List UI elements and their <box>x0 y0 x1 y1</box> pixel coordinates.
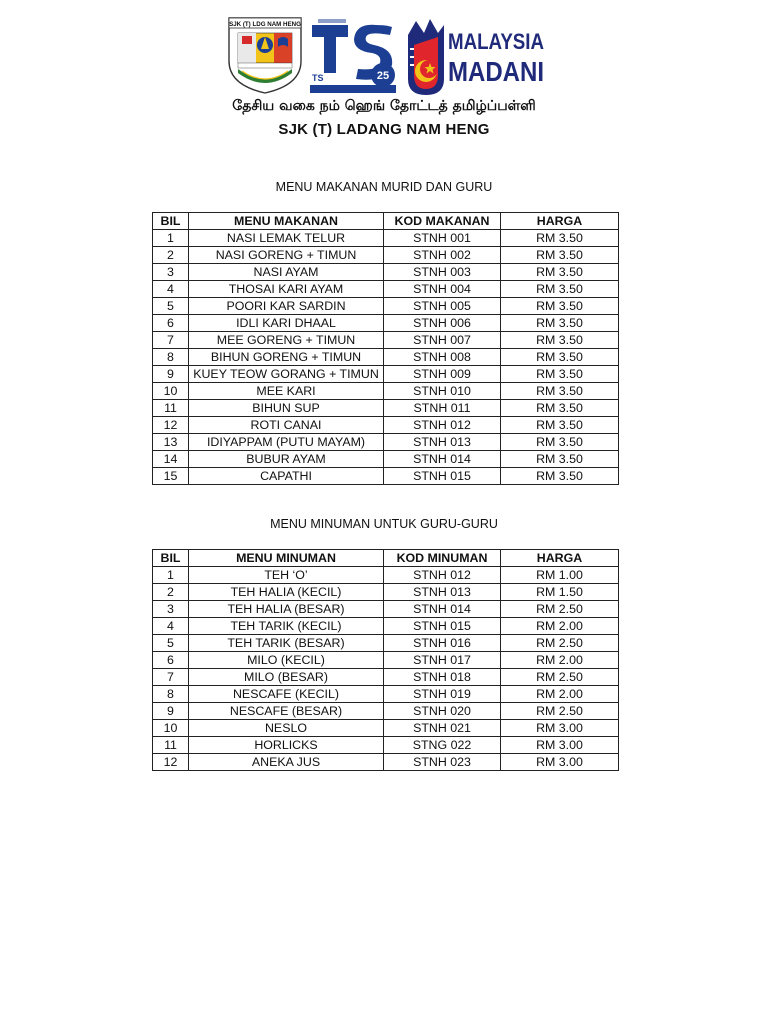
table-row <box>153 468 619 485</box>
table-row <box>153 567 619 584</box>
food-menu-rows <box>153 230 619 485</box>
svg-text:MALAYSIA: MALAYSIA <box>448 29 545 54</box>
cell-menu: HORLICKS <box>189 737 384 754</box>
cell-menu: TEH HALIA (KECIL) <box>189 584 384 601</box>
table-row <box>153 383 619 400</box>
cell-harga: RM 3.50 <box>501 366 619 383</box>
cell-bil: 5 <box>153 298 189 315</box>
table-row <box>153 247 619 264</box>
table-row <box>153 601 619 618</box>
cell-bil: 4 <box>153 618 189 635</box>
cell-bil: 11 <box>153 737 189 754</box>
cell-menu: THOSAI KARI AYAM <box>189 281 384 298</box>
cell-menu: BIHUN SUP <box>189 400 384 417</box>
cell-menu: NASI LEMAK TELUR <box>189 230 384 247</box>
cell-harga: RM 3.50 <box>501 434 619 451</box>
cell-bil: 10 <box>153 720 189 737</box>
cell-bil: 7 <box>153 669 189 686</box>
table-row <box>153 737 619 754</box>
cell-bil: 3 <box>153 601 189 618</box>
cell-kod: STNH 017 <box>384 652 501 669</box>
table-row <box>153 349 619 366</box>
cell-harga: RM 3.00 <box>501 720 619 737</box>
cell-bil: 12 <box>153 417 189 434</box>
cell-harga: RM 3.50 <box>501 349 619 366</box>
cell-kod: STNH 013 <box>384 434 501 451</box>
school-crest-logo <box>226 15 304 95</box>
cell-bil: 9 <box>153 366 189 383</box>
cell-harga: RM 3.00 <box>501 754 619 771</box>
cell-menu: NASI GORENG + TIMUN <box>189 247 384 264</box>
cell-harga: RM 3.50 <box>501 230 619 247</box>
cell-bil: 8 <box>153 686 189 703</box>
cell-kod: STNH 008 <box>384 349 501 366</box>
cell-bil: 5 <box>153 635 189 652</box>
cell-kod: STNH 009 <box>384 366 501 383</box>
table-row <box>153 315 619 332</box>
cell-bil: 3 <box>153 264 189 281</box>
cell-menu: MILO (BESAR) <box>189 669 384 686</box>
cell-bil: 6 <box>153 652 189 669</box>
svg-text:MADANI: MADANI <box>448 56 544 87</box>
header-kod: KOD MAKANAN <box>384 213 501 230</box>
table-header-row <box>153 213 619 230</box>
cell-kod: STNH 014 <box>384 601 501 618</box>
cell-kod: STNH 019 <box>384 686 501 703</box>
cell-menu: CAPATHI <box>189 468 384 485</box>
table-row <box>153 298 619 315</box>
cell-menu: TEH TARIK (BESAR) <box>189 635 384 652</box>
table-row <box>153 703 619 720</box>
cell-harga: RM 2.50 <box>501 601 619 618</box>
header-harga: HARGA <box>501 550 619 567</box>
drink-menu-table <box>152 549 619 771</box>
table-row <box>153 400 619 417</box>
cell-menu: ANEKA JUS <box>189 754 384 771</box>
cell-bil: 11 <box>153 400 189 417</box>
cell-bil: 15 <box>153 468 189 485</box>
cell-kod: STNG 022 <box>384 737 501 754</box>
cell-bil: 6 <box>153 315 189 332</box>
ts25-logo <box>306 15 400 97</box>
cell-menu: BUBUR AYAM <box>189 451 384 468</box>
cell-harga: RM 1.50 <box>501 584 619 601</box>
cell-kod: STNH 015 <box>384 468 501 485</box>
cell-bil: 10 <box>153 383 189 400</box>
table-row <box>153 720 619 737</box>
table-row <box>153 635 619 652</box>
cell-kod: STNH 023 <box>384 754 501 771</box>
cell-bil: 4 <box>153 281 189 298</box>
cell-harga: RM 3.50 <box>501 315 619 332</box>
table-row <box>153 417 619 434</box>
cell-bil: 8 <box>153 349 189 366</box>
table-row <box>153 754 619 771</box>
table-row <box>153 264 619 281</box>
school-name-tamil: தேசிய வகை நம் ஹெங் தோட்டத் தமிழ்ப்பள்ளி <box>232 98 536 114</box>
header-menu: MENU MAKANAN <box>189 213 384 230</box>
cell-harga: RM 3.50 <box>501 400 619 417</box>
cell-menu: MEE KARI <box>189 383 384 400</box>
cell-kod: STNH 003 <box>384 264 501 281</box>
cell-harga: RM 3.50 <box>501 332 619 349</box>
cell-harga: RM 2.50 <box>501 669 619 686</box>
cell-kod: STNH 020 <box>384 703 501 720</box>
cell-harga: RM 2.00 <box>501 686 619 703</box>
cell-bil: 14 <box>153 451 189 468</box>
table-row <box>153 434 619 451</box>
header-bil: BIL <box>153 550 189 567</box>
svg-text:25: 25 <box>376 70 390 82</box>
cell-harga: RM 3.50 <box>501 417 619 434</box>
cell-bil: 13 <box>153 434 189 451</box>
cell-kod: STNH 001 <box>384 230 501 247</box>
cell-menu: TEH TARIK (KECIL) <box>189 618 384 635</box>
cell-kod: STNH 002 <box>384 247 501 264</box>
food-menu-title: MENU MAKANAN MURID DAN GURU <box>275 180 493 194</box>
cell-bil: 2 <box>153 247 189 264</box>
cell-kod: STNH 012 <box>384 417 501 434</box>
cell-menu: NASI AYAM <box>189 264 384 281</box>
food-menu-table <box>152 212 619 485</box>
cell-kod: STNH 010 <box>384 383 501 400</box>
header-menu: MENU MINUMAN <box>189 550 384 567</box>
cell-menu: TEH ‘O’ <box>189 567 384 584</box>
cell-kod: STNH 004 <box>384 281 501 298</box>
cell-menu: IDLI KARI DHAAL <box>189 315 384 332</box>
header-harga: HARGA <box>501 213 619 230</box>
cell-harga: RM 2.50 <box>501 703 619 720</box>
cell-menu: ROTI CANAI <box>189 417 384 434</box>
cell-bil: 2 <box>153 584 189 601</box>
cell-kod: STNH 012 <box>384 567 501 584</box>
table-header-row <box>153 550 619 567</box>
cell-menu: BIHUN GORENG + TIMUN <box>189 349 384 366</box>
header-logos <box>226 15 546 97</box>
table-row <box>153 366 619 383</box>
school-name: SJK (T) LADANG NAM HENG <box>278 121 490 138</box>
table-row <box>153 618 619 635</box>
cell-menu: KUEY TEOW GORANG + TIMUN <box>189 366 384 383</box>
header-kod: KOD MINUMAN <box>384 550 501 567</box>
cell-harga: RM 2.50 <box>501 635 619 652</box>
table-row <box>153 230 619 247</box>
cell-kod: STNH 006 <box>384 315 501 332</box>
cell-harga: RM 2.00 <box>501 618 619 635</box>
cell-harga: RM 3.50 <box>501 383 619 400</box>
drink-menu-rows <box>153 567 619 771</box>
cell-bil: 1 <box>153 567 189 584</box>
table-row <box>153 584 619 601</box>
cell-kod: STNH 018 <box>384 669 501 686</box>
cell-harga: RM 3.50 <box>501 281 619 298</box>
cell-kod: STNH 021 <box>384 720 501 737</box>
cell-menu: IDIYAPPAM (PUTU MAYAM) <box>189 434 384 451</box>
table-row <box>153 451 619 468</box>
svg-text:TS: TS <box>312 73 324 83</box>
table-row <box>153 669 619 686</box>
cell-harga: RM 1.00 <box>501 567 619 584</box>
table-row <box>153 281 619 298</box>
cell-bil: 7 <box>153 332 189 349</box>
cell-menu: NESLO <box>189 720 384 737</box>
malaysia-madani-logo <box>404 15 546 97</box>
cell-bil: 12 <box>153 754 189 771</box>
header-bil: BIL <box>153 213 189 230</box>
cell-menu: POORI KAR SARDIN <box>189 298 384 315</box>
cell-menu: MEE GORENG + TIMUN <box>189 332 384 349</box>
table-row <box>153 332 619 349</box>
cell-kod: STNH 014 <box>384 451 501 468</box>
cell-menu: TEH HALIA (BESAR) <box>189 601 384 618</box>
table-row <box>153 652 619 669</box>
cell-harga: RM 3.50 <box>501 264 619 281</box>
cell-kod: STNH 013 <box>384 584 501 601</box>
cell-bil: 1 <box>153 230 189 247</box>
cell-kod: STNH 005 <box>384 298 501 315</box>
cell-harga: RM 3.00 <box>501 737 619 754</box>
drink-menu-title: MENU MINUMAN UNTUK GURU-GURU <box>270 517 498 531</box>
cell-menu: MILO (KECIL) <box>189 652 384 669</box>
cell-harga: RM 3.50 <box>501 468 619 485</box>
cell-harga: RM 3.50 <box>501 247 619 264</box>
cell-menu: NESCAFE (BESAR) <box>189 703 384 720</box>
cell-harga: RM 2.00 <box>501 652 619 669</box>
cell-harga: RM 3.50 <box>501 298 619 315</box>
cell-bil: 9 <box>153 703 189 720</box>
cell-harga: RM 3.50 <box>501 451 619 468</box>
cell-kod: STNH 007 <box>384 332 501 349</box>
table-row <box>153 686 619 703</box>
svg-text:SJK (T) LDG NAM HENG: SJK (T) LDG NAM HENG <box>229 21 301 28</box>
cell-menu: NESCAFE (KECIL) <box>189 686 384 703</box>
cell-kod: STNH 015 <box>384 618 501 635</box>
cell-kod: STNH 011 <box>384 400 501 417</box>
cell-kod: STNH 016 <box>384 635 501 652</box>
